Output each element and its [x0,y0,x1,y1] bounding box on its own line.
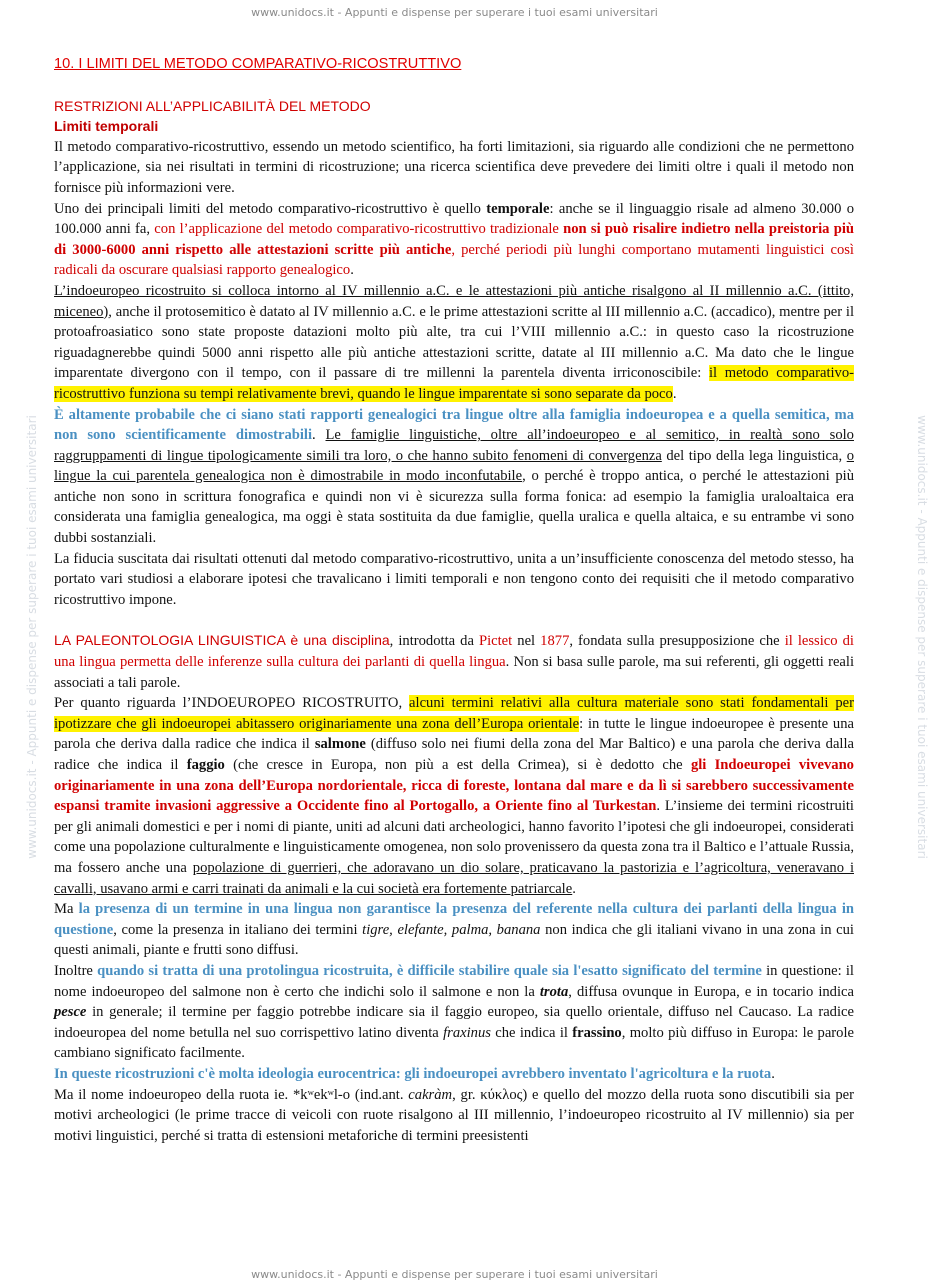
side-watermark-left: www.unidocs.it - Appunti e dispense per superare i tuoi esami universitari [24,415,39,859]
paragraph-8: Ma la presenza di un termine in una lingua non garantisce la presenza del referente nella cultura dei parlanti della lingua in questione, come la presenza in italiano dei termini tigre, elefante, palma, banana non indica che gli italiani vivano in una zona in cui questi animali, piante e frutti sono diffusi. [54,901,854,959]
paragraph-11: Ma il nome indoeuropeo della ruota ie. *kʷekʷl-o (ind.ant. cakràm, gr. κύκλος) e quello del mozzo della ruota sono discutibili sia per motivi archeologici (le prime tracce di veicoli con ruote risalgono al III millennio, l’indoeuropeo ricostruito al IV millennio) sia per motivi linguistici, perché si tratta di estensioni metaforiche di termini preesistenti [54,1086,854,1144]
paragraph-9: Inoltre quando si tratta di una protolingua ricostruita, è difficile stabilire quale sia l'esatto significato del termine in questione: il nome indoeuropeo del salmone non è certo che indichi solo il salmone e non la trota, diffusa ovunque in Europa, e in tocario indica pesce in generale; il termine per faggio potrebbe indicare sia il faggio europeo, sia quello orientale, diffuso nel Caucaso. La radice indoeuropea del nome betulla nel suo corrispettivo latino diventa fraxinus che indica il frassino, molto più diffuso in Europa: le parole cambiano significato facilmente. [54,962,854,1062]
header-watermark: www.unidocs.it - Appunti e dispense per superare i tuoi esami universitari [251,6,658,19]
paragraph-7: Per quanto riguarda l’INDOEUROPEO RICOSTRUITO, alcuni termini relativi alla cultura materiale sono stati fondamentali per ipotizzare che gli indoeuropei abitassero originariamente una zona dell’Europa orientale: in tutte le lingue indoeuropee è presente una parola che deriva dalla radice che indica il salmone (diffuso solo nei fiumi della zona del Mar Baltico) e una parola che deriva dalla radice che indica il faggio (che cresce in Europa, non più a est della Crimea), si è dedotto che gli Indoeuropei vivevano originariamente in una zona dell’Europa nordorientale, ricca di foreste, lontana dal mare e da lì si sarebbero successivamente espansi tramite invasioni aggressive a Occidente fino al Portogallo, a Oriente fino al Turkestan. L’insieme dei termini ricostruiti per gli animali domestici e per i nomi di piante, uniti ad alcuni dati archeologici, hanno favorito l’ipotesi che gli indoeuropei, considerati come una popolazione culturalmente e linguisticamente omogenea, non solo provenissero da questa zona tra il Baltico e l’attuale Russia, ma fossero anche una popolazione di guerrieri, che adoravano un dio solare, praticavano la pastorizia e l’agricoltura, veneravano i cavalli, usavano armi e carri trainati da animali e la cui società era fortemente patriarcale. [54,695,855,897]
paragraph-4: È altamente probabile che ci siano stati rapporti genealogici tra lingue oltre alla famiglia indoeuropea e a quella semitica, ma non sono scientificamente dimostrabili. Le famiglie linguistiche, oltre all’indoeuropeo e al semitico, in realtà sono solo raggruppamenti di lingue tipologicamente simili tra loro, o che hanno subito fenomeni di convergenza del tipo della lega linguistica, o lingue la cui parentela genealogica non è dimostrabile in modo inconfutabile, o perché è troppo antica, o perché le attestazioni più antiche non sono in scrittura fonografica e quindi non vi è sicurezza sulla forma fonica: ad esempio la famiglia uraloaltaica era considerata una famiglia genealogica, ma oggi è stata sostituita da due famiglie, quella uralica e quella altaica, e su entrambe vi sono dubbi sostanziali. [54,406,854,547]
side-watermark-right: www.unidocs.it - Appunti e dispense per superare i tuoi esami universitari [914,415,929,859]
document-page [54,54,854,1146]
paragraph-5: La fiducia suscitata dai risultati ottenuti dal metodo comparativo-ricostruttivo, unita a un’insufficiente conoscenza del metodo stesso, ha portato vari studiosi a elaborare ipotesi che travalicano i limiti temporali e non tengono conto dei requisiti che il metodo comparativo ricostruttivo impone. [54,550,854,608]
paragraph-10: In queste ricostruzioni c'è molta ideologia eurocentrica: gli indoeuropei avrebbero inventato l'agricoltura e la ruota. [54,1065,775,1082]
paragraph-3: L’indoeuropeo ricostruito si colloca intorno al IV millennio a.C. e le attestazioni più antiche risalgono al II millennio a.C. (ittito, miceneo), anche il protosemitico è datato al IV millennio a.C. e le prime attestazioni scritte al III millennio a.C. (accadico), mentre per il protoafroasiatico sono state proposte datazioni molto più alte, tra cui l’VIII millennio a.C.: in questo caso la ricostruzione riguadagnerebbe quindi 5000 anni rispetto alle più antiche attestazioni scritte, datate al III millennio a.C. Ma dato che le lingue imparentate divergono con il tempo, con il passare di tre millenni la parentela diventa irriconoscibile: il metodo comparativo-ricostruttivo funziona su tempi relativamente brevi, quando le lingue imparentate si sono separate da poco. [54,282,855,402]
footer-watermark: www.unidocs.it - Appunti e dispense per superare i tuoi esami universitari [251,1268,658,1281]
paragraph-1: Il metodo comparativo-ricostruttivo, essendo un metodo scientifico, ha forti limitazioni, sia riguardo alle condizioni che ne permettono l’applicazione, sia nei risultati in termini di ricostruzione; una ricerca scientifica deve prevedere dei limiti oltre i quali il metodo non fornisce più informazioni vere. [54,138,854,196]
section-heading: RESTRIZIONI ALL’APPLICABILITÀ DEL METODO [54,97,371,114]
paragraph-2: Uno dei principali limiti del metodo comparativo-ricostruttivo è quello temporale: anche se il linguaggio risale ad almeno 30.000 o 100.000 anni fa, con l’applicazione del metodo comparativo-ricostruttivo tradizionale non si può risalire indietro nella preistoria più di 3000-6000 anni rispetto alle attestazioni scritte più antiche, perché periodi più lunghi comportano mutamenti linguistici così radicali da oscurare qualsiasi rapporto genealogico. [54,200,854,279]
chapter-title: 10. I LIMITI DEL METODO COMPARATIVO-RICOSTRUTTIVO [54,56,462,72]
subsection-heading: Limiti temporali [54,118,159,135]
paragraph-6: LA PALEONTOLOGIA LINGUISTICA è una disciplina, introdotta da Pictet nel 1877, fondata sulla presupposizione che il lessico di una lingua permetta delle inferenze sulla cultura dei parlanti di quella lingua. Non si basa sulle parole, ma sui referenti, gli oggetti reali associati a tali parole. [54,632,855,691]
